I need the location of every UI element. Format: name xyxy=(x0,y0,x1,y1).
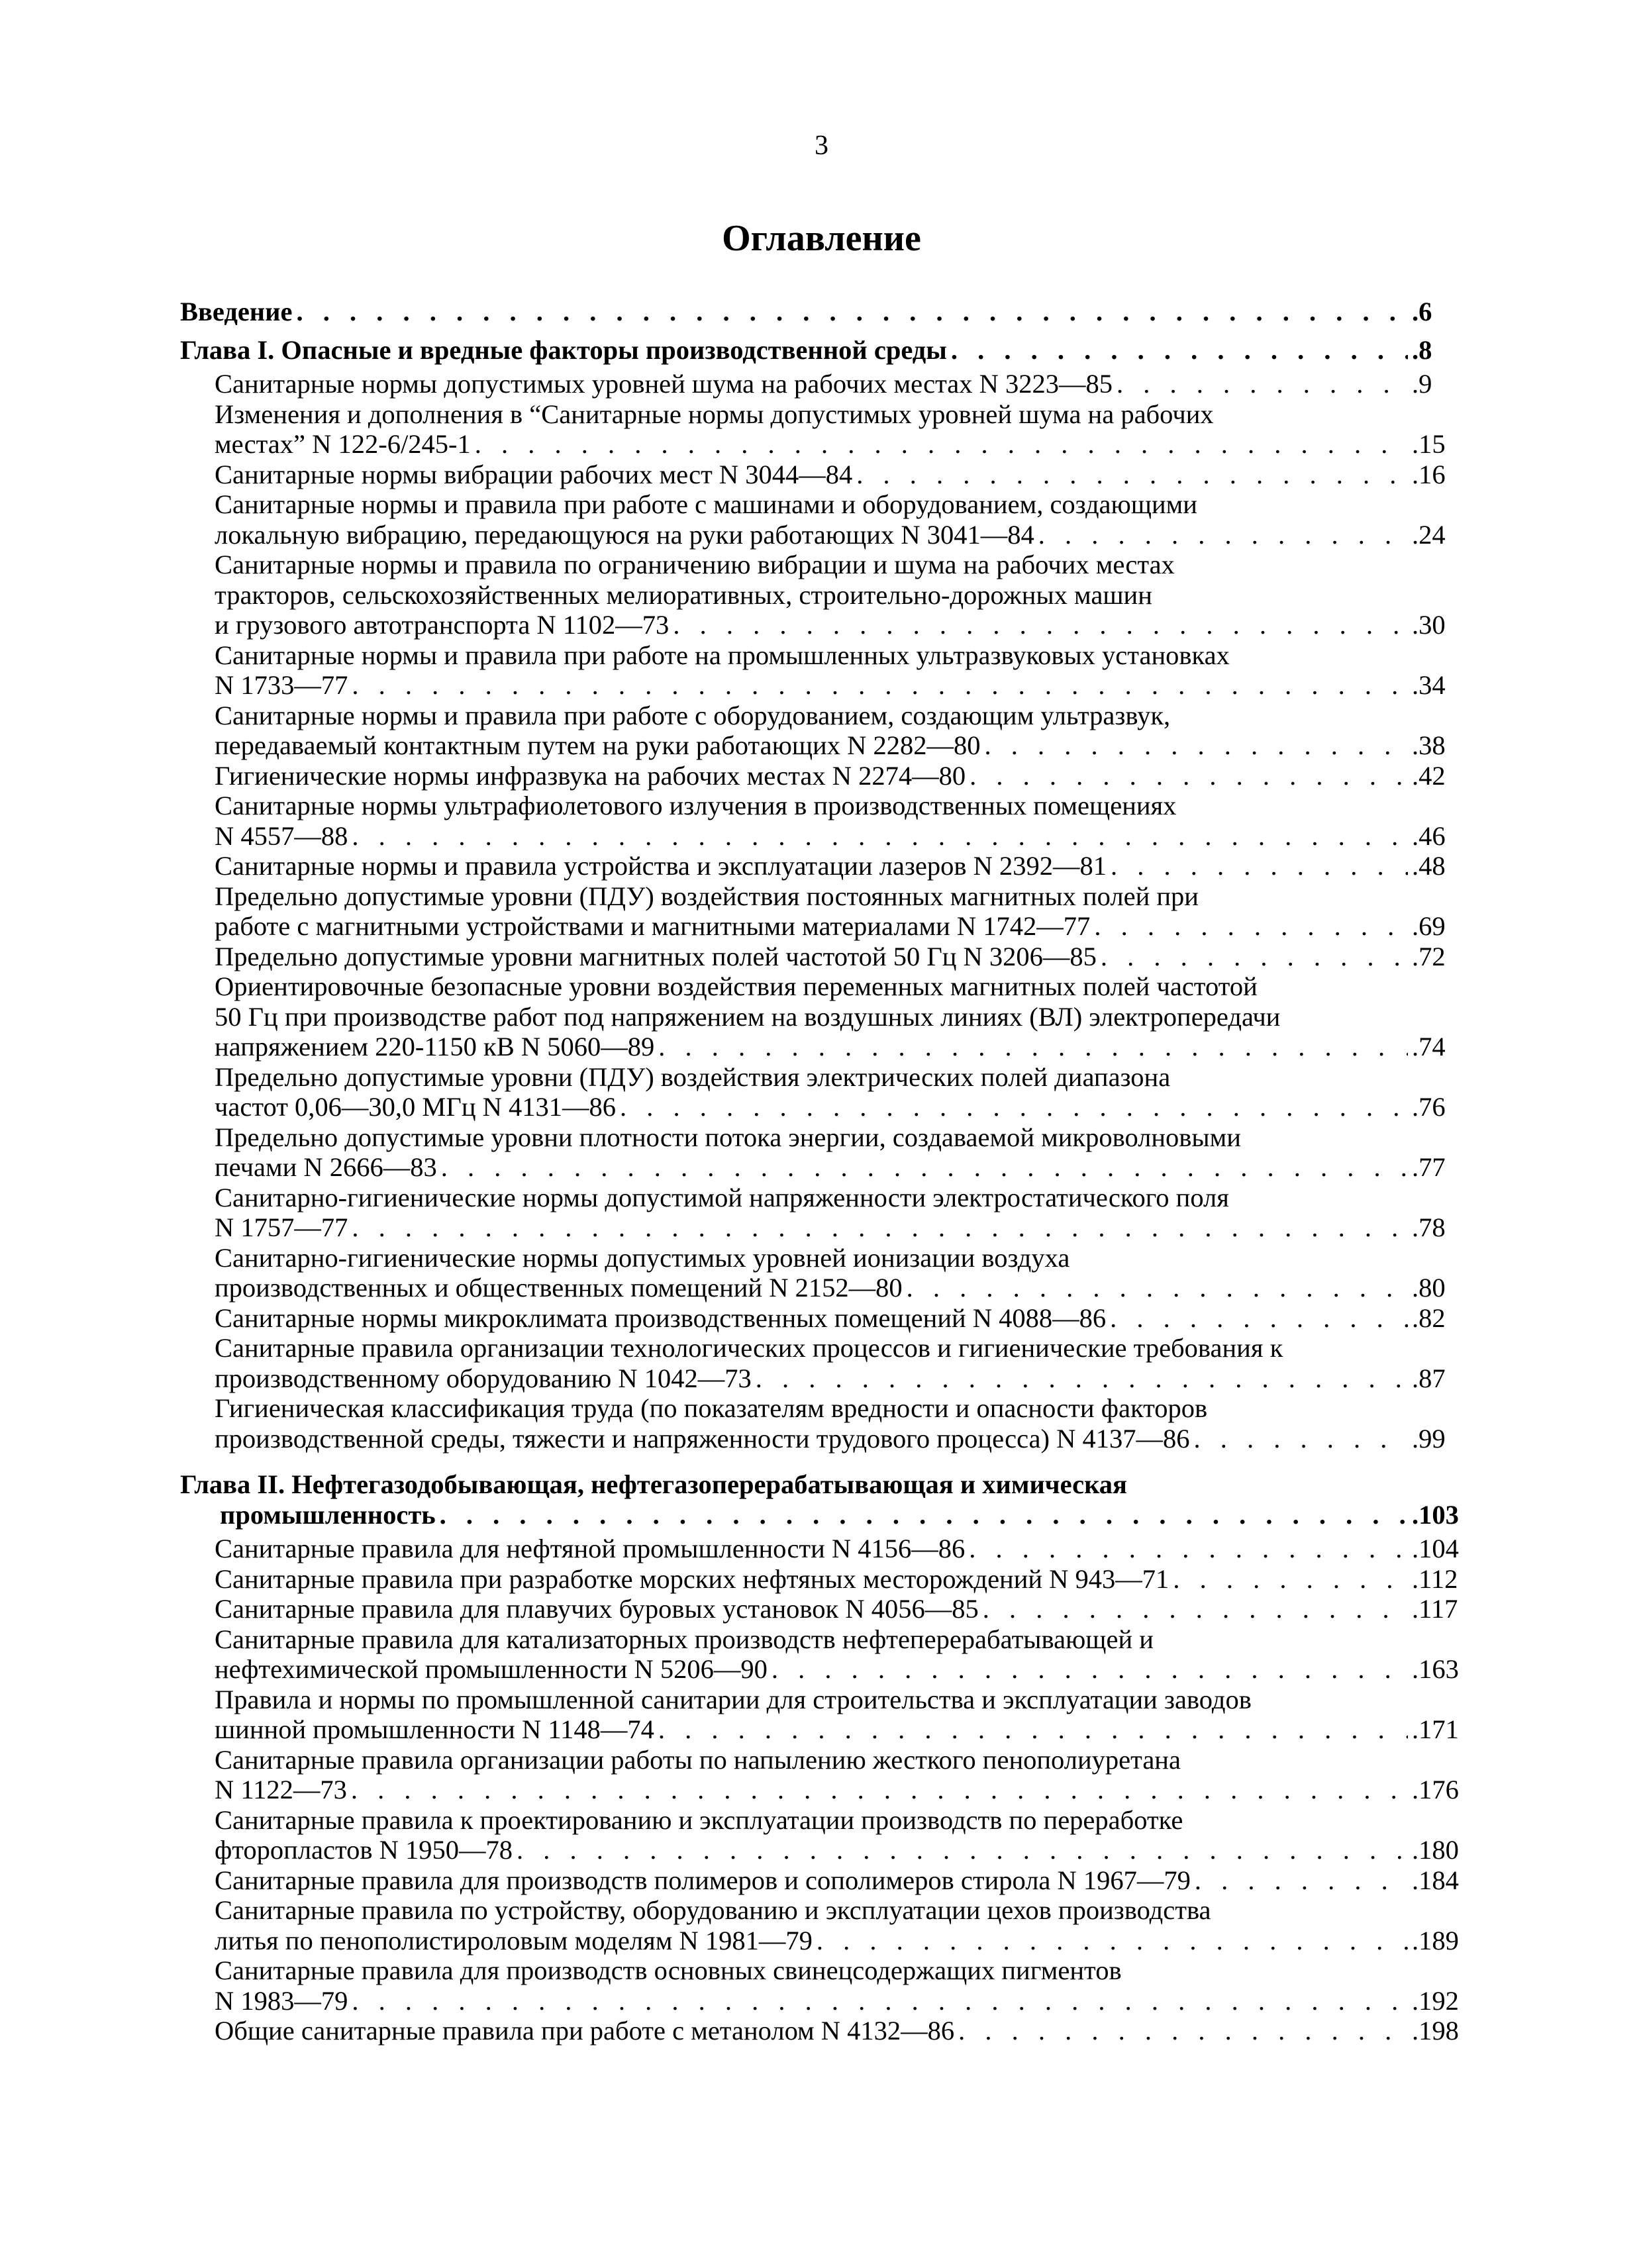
toc-intro xyxy=(180,297,1473,327)
dot-leader xyxy=(970,761,1408,791)
dot-leader xyxy=(817,1926,1408,1956)
toc-entry-line: Санитарно-гигиенические нормы допустимой напряженности электростатического поля xyxy=(215,1182,1229,1212)
toc-entry xyxy=(180,761,1473,791)
dot-leader xyxy=(984,730,1408,761)
toc-entry-last-line xyxy=(215,761,1473,791)
toc-page-number: .77 xyxy=(1412,1152,1446,1182)
toc-entry xyxy=(180,369,1473,399)
dot-leader xyxy=(475,429,1408,460)
toc-entry-text: фторопластов N 1950—78 xyxy=(215,1835,513,1865)
toc-entry-line: 50 Гц при производстве работ под напряжением на воздушных линиях (ВЛ) электропередачи xyxy=(215,1001,1281,1032)
dot-leader xyxy=(1195,1865,1408,1896)
dot-leader xyxy=(351,1775,1408,1805)
toc-page-number: .46 xyxy=(1412,820,1446,851)
toc-page-number: .198 xyxy=(1412,2016,1459,2046)
toc-entry xyxy=(180,399,1473,460)
dot-leader xyxy=(1038,520,1408,550)
toc-entry xyxy=(180,971,1473,1062)
dot-leader xyxy=(658,1032,1408,1062)
toc-page-number: .9 xyxy=(1412,369,1432,399)
toc-page-number: .82 xyxy=(1412,1303,1446,1333)
toc-entry xyxy=(180,1303,1473,1334)
toc-entry-last-line xyxy=(215,730,1473,761)
toc-entry-text: и грузового автотранспорта N 1102—73 xyxy=(215,610,670,640)
dot-leader xyxy=(958,2016,1408,2046)
table-of-contents xyxy=(180,297,1473,2046)
toc-entry-text: Санитарные правила при разработке морских нефтяных месторождений N 943—71 xyxy=(215,1563,1170,1594)
toc-entry-line: Санитарные нормы и правила при работе с машинами и оборудованием, создающими xyxy=(215,489,1197,519)
toc-entry xyxy=(180,550,1473,640)
toc-entry-line: Санитарные нормы ультрафиолетового излучения в производственных помещениях xyxy=(215,791,1177,820)
toc-entry-text: передаваемый контактным путем на руки работающих N 2282—80 xyxy=(215,730,981,760)
toc-entry xyxy=(180,1624,1473,1685)
dot-leader xyxy=(772,1654,1408,1685)
toc-entry xyxy=(180,1895,1473,1955)
toc-page-number: .184 xyxy=(1412,1865,1459,1895)
toc-page-number: .117 xyxy=(1412,1594,1458,1624)
dot-leader xyxy=(1194,1424,1409,1454)
toc-page-number: .48 xyxy=(1412,851,1446,881)
toc-page-number: .103 xyxy=(1412,1499,1459,1530)
toc-entry-last-line xyxy=(215,1212,1473,1243)
toc-entry-last-line xyxy=(215,1986,1473,2016)
toc-chapter xyxy=(180,1469,1473,1530)
toc-entry-text: локальную вибрацию, передающуюся на руки работающих N 3041—84 xyxy=(215,519,1034,550)
toc-entry xyxy=(180,1534,1473,1564)
toc-page-number: .15 xyxy=(1412,429,1446,459)
toc-page-number: .6 xyxy=(1412,297,1432,326)
toc-entry-text: печами N 2666—83 xyxy=(215,1152,437,1182)
toc-page-number: .163 xyxy=(1412,1654,1459,1684)
dot-leader xyxy=(1094,911,1408,942)
toc-page-number: .76 xyxy=(1412,1092,1446,1122)
toc-entry-last-line xyxy=(215,1032,1473,1062)
toc-entry-last-line xyxy=(215,942,1473,972)
toc-page-number: .104 xyxy=(1412,1534,1459,1563)
toc-entry xyxy=(180,701,1473,761)
toc-entry-text: шинной промышленности N 1148—74 xyxy=(215,1714,654,1744)
toc-entry xyxy=(180,881,1473,942)
toc-entry-text: местах” N 122-6/245-1 xyxy=(215,429,471,459)
toc-entry xyxy=(180,1183,1473,1243)
toc-page-number: .24 xyxy=(1412,519,1446,550)
toc-entry-last-line xyxy=(215,851,1473,881)
toc-entry-text: Санитарные нормы вибрации рабочих мест N 3044—84 xyxy=(215,459,853,489)
dot-leader xyxy=(673,610,1408,640)
toc-entry xyxy=(180,460,1473,490)
toc-entry-text: N 1757—77 xyxy=(215,1212,348,1242)
toc-entry-text: Санитарные нормы и правила устройства и эксплуатации лазеров N 2392—81 xyxy=(215,851,1107,881)
toc-entry-last-line xyxy=(215,1564,1473,1595)
toc-entry-text: Санитарные правила для нефтяной промышленности N 4156—86 xyxy=(215,1534,966,1563)
toc-entry xyxy=(180,791,1473,851)
toc-entry-line: Глава II. Нефтегазодобывающая, нефтегазоперерабатывающая и химическая xyxy=(180,1469,1127,1499)
toc-entry-text: N 1122—73 xyxy=(215,1775,347,1804)
toc-entry xyxy=(180,489,1473,550)
toc-page-number: .69 xyxy=(1412,911,1446,941)
toc-entry xyxy=(180,1865,1473,1896)
toc-entry-text: N 4557—88 xyxy=(215,820,348,851)
toc-entry xyxy=(180,1333,1473,1393)
toc-entry-text: N 1983—79 xyxy=(215,1985,348,2016)
toc-entry-line: Санитарные правила по устройству, оборудованию и эксплуатации цехов производства xyxy=(215,1895,1211,1925)
toc-entry-last-line xyxy=(180,297,1473,327)
page-title: Оглавление xyxy=(722,218,921,259)
dot-leader xyxy=(620,1092,1408,1122)
toc-entry xyxy=(180,1393,1473,1454)
toc-entry-last-line xyxy=(215,2016,1473,2046)
toc-entry-text: Санитарные нормы микроклимата производственных помещений N 4088—86 xyxy=(215,1303,1107,1333)
toc-page-number: .8 xyxy=(1412,334,1432,365)
toc-entry-last-line xyxy=(215,1424,1473,1454)
toc-entry-last-line xyxy=(215,911,1473,942)
toc-page-number: .74 xyxy=(1412,1032,1446,1061)
toc-entry-text: Гигиенические нормы инфразвука на рабочих местах N 2274—80 xyxy=(215,760,966,791)
toc-entry-text: напряжением 220-1150 кВ N 5060—89 xyxy=(215,1032,655,1061)
dot-leader xyxy=(352,1212,1408,1243)
toc-entry-text: производственной среды, тяжести и напряженности трудового процесса) N 4137—86 xyxy=(215,1423,1190,1454)
toc-entry-text: N 1733—77 xyxy=(215,670,348,700)
toc-entry xyxy=(180,1745,1473,1805)
toc-page-number: .38 xyxy=(1412,730,1446,760)
toc-entry-last-line xyxy=(215,1594,1473,1624)
dot-leader xyxy=(517,1835,1408,1865)
toc-entry xyxy=(180,1805,1473,1865)
toc-entry-line: Ориентировочные безопасные уровни воздействия переменных магнитных полей частотой xyxy=(215,971,1258,1001)
toc-entry xyxy=(180,942,1473,972)
toc-entry-last-line xyxy=(215,520,1473,550)
toc-entry-text: производственных и общественных помещений N 2152—80 xyxy=(215,1273,903,1303)
dot-leader xyxy=(756,1363,1408,1394)
toc-entry-line: Санитарные нормы и правила при работе на промышленных ультразвуковых установках xyxy=(215,640,1230,670)
toc-entry-last-line xyxy=(180,1500,1473,1530)
toc-entry-line: Санитарные нормы и правила по ограничению вибрации и шума на рабочих местах xyxy=(215,550,1175,579)
toc-entry-text: Глава I. Опасные и вредные факторы производственной среды xyxy=(180,334,947,365)
toc-page-number: .42 xyxy=(1412,760,1446,791)
toc-entry-last-line xyxy=(215,1092,1473,1122)
toc-entry-text: Предельно допустимые уровни магнитных полей частотой 50 Гц N 3206—85 xyxy=(215,941,1097,971)
toc-chapter xyxy=(180,335,1473,366)
toc-entry-text: промышленность xyxy=(220,1499,436,1530)
toc-entry-last-line xyxy=(215,1926,1473,1956)
dot-leader xyxy=(658,1714,1408,1745)
toc-entry-last-line xyxy=(215,821,1473,852)
toc-page-number: .78 xyxy=(1412,1212,1446,1242)
toc-entry-text: Санитарные правила для плавучих буровых установок N 4056—85 xyxy=(215,1594,979,1624)
toc-page-number: .189 xyxy=(1412,1925,1459,1955)
toc-entry xyxy=(180,1594,1473,1624)
toc-entry-text: Введение xyxy=(180,297,293,326)
dot-leader xyxy=(983,1594,1408,1624)
toc-entry-last-line xyxy=(215,1714,1473,1745)
toc-page-number: .72 xyxy=(1412,941,1446,971)
toc-entry-text: Санитарные правила для производств полимеров и сополимеров стирола N 1967—79 xyxy=(215,1865,1191,1895)
toc-entry-last-line xyxy=(215,1654,1473,1685)
dot-leader xyxy=(1101,942,1408,972)
toc-entry-text: работе с магнитными устройствами и магнитными материалами N 1742—77 xyxy=(215,911,1091,941)
toc-entry-text: Общие санитарные правила при работе с метанолом N 4132—86 xyxy=(215,2016,955,2046)
page-number: 3 xyxy=(815,130,828,161)
toc-entry-line: Предельно допустимые уровни (ПДУ) воздействия постоянных магнитных полей при xyxy=(215,881,1199,911)
toc-page-number: .112 xyxy=(1412,1563,1458,1594)
toc-entry-line: Предельно допустимые уровни плотности потока энергии, создаваемой микроволновыми xyxy=(215,1122,1241,1152)
toc-entry xyxy=(180,640,1473,701)
dot-leader xyxy=(352,1986,1408,2016)
toc-entry-last-line xyxy=(215,1775,1473,1805)
toc-entry-last-line xyxy=(215,1152,1473,1183)
toc-entry-last-line xyxy=(215,610,1473,640)
toc-entry-line: Санитарные правила для катализаторных производств нефтеперерабатывающей и xyxy=(215,1624,1154,1654)
toc-entry-line: Санитарные нормы и правила при работе с оборудованием, создающим ультразвук, xyxy=(215,700,1171,730)
toc-entry-last-line xyxy=(215,1534,1473,1564)
toc-page-number: .176 xyxy=(1412,1775,1459,1804)
toc-page-number: .180 xyxy=(1412,1835,1459,1865)
toc-page-number: .171 xyxy=(1412,1714,1459,1744)
toc-entry xyxy=(180,2016,1473,2046)
toc-entry xyxy=(180,1243,1473,1303)
toc-entry xyxy=(180,1564,1473,1595)
toc-entry-line: Санитарные правила для производств основных свинецсодержащих пигментов xyxy=(215,1955,1122,1985)
dot-leader xyxy=(441,1152,1408,1183)
dot-leader xyxy=(352,670,1408,701)
dot-leader xyxy=(907,1273,1408,1303)
toc-entry-text: Санитарные нормы допустимых уровней шума на рабочих местах N 3223—85 xyxy=(215,369,1113,399)
toc-page-number: .87 xyxy=(1412,1363,1446,1393)
toc-entry-last-line xyxy=(215,1363,1473,1394)
toc-entry-line: Изменения и дополнения в “Санитарные нормы допустимых уровней шума на рабочих xyxy=(215,399,1214,429)
toc-entry xyxy=(180,1122,1473,1183)
toc-entry-line: Санитарные правила к проектированию и эксплуатации производств по переработке xyxy=(215,1804,1183,1835)
toc-entry-line: Гигиеническая классификация труда (по показателям вредности и опасности факторов xyxy=(215,1393,1208,1423)
toc-page-number: .80 xyxy=(1412,1273,1446,1303)
toc-page-number: .16 xyxy=(1412,459,1446,489)
toc-entry-text: производственному оборудованию N 1042—73 xyxy=(215,1363,752,1393)
toc-page-number: .99 xyxy=(1412,1423,1446,1454)
dot-leader xyxy=(1110,1303,1408,1334)
dot-leader xyxy=(951,335,1408,366)
toc-entry-text: нефтехимической промышленности N 5206—90 xyxy=(215,1654,768,1684)
toc-entry xyxy=(180,1955,1473,2016)
toc-entry xyxy=(180,1685,1473,1745)
dot-leader xyxy=(296,297,1408,327)
toc-entry-line: Санитарные правила организации технологических процессов и гигиенические требования к xyxy=(215,1333,1283,1363)
dot-leader xyxy=(1117,369,1408,399)
dot-leader xyxy=(969,1534,1408,1564)
toc-entry-line: Санитарные правила организации работы по напылению жесткого пенополиуретана xyxy=(215,1744,1181,1775)
dot-leader xyxy=(1111,851,1408,881)
toc-entry xyxy=(180,851,1473,881)
toc-entry-line: тракторов, сельскохозяйственных мелиоративных, строительно-дорожных машин xyxy=(215,579,1152,610)
toc-entry-line: Предельно допустимые уровни (ПДУ) воздействия электрических полей диапазона xyxy=(215,1061,1171,1092)
dot-leader xyxy=(440,1500,1408,1530)
toc-entry-text: частот 0,06—30,0 МГц N 4131—86 xyxy=(215,1092,616,1122)
toc-page-number: .192 xyxy=(1412,1985,1459,2016)
dot-leader xyxy=(1173,1564,1408,1595)
toc-entry-last-line xyxy=(215,1835,1473,1865)
dot-leader xyxy=(856,460,1408,490)
toc-entry-line: Правила и нормы по промышленной санитарии для строительства и эксплуатации заводов xyxy=(215,1684,1252,1714)
toc-entry-last-line xyxy=(215,460,1473,490)
toc-entry-last-line xyxy=(215,1303,1473,1334)
toc-entry-last-line xyxy=(215,369,1473,399)
dot-leader xyxy=(352,821,1408,852)
toc-entry-last-line xyxy=(215,1273,1473,1303)
toc-entry xyxy=(180,1062,1473,1122)
toc-entry-last-line xyxy=(215,429,1473,460)
toc-entry-line: Санитарно-гигиенические нормы допустимых уровней ионизации воздуха xyxy=(215,1242,1070,1273)
toc-entry-text: литья по пенополистироловым моделям N 1981—79 xyxy=(215,1925,813,1955)
toc-entry-last-line xyxy=(215,1865,1473,1896)
toc-page-number: .30 xyxy=(1412,610,1446,640)
toc-page-number: .34 xyxy=(1412,670,1446,700)
toc-entry-last-line xyxy=(215,670,1473,701)
toc-entry-last-line xyxy=(180,335,1473,366)
